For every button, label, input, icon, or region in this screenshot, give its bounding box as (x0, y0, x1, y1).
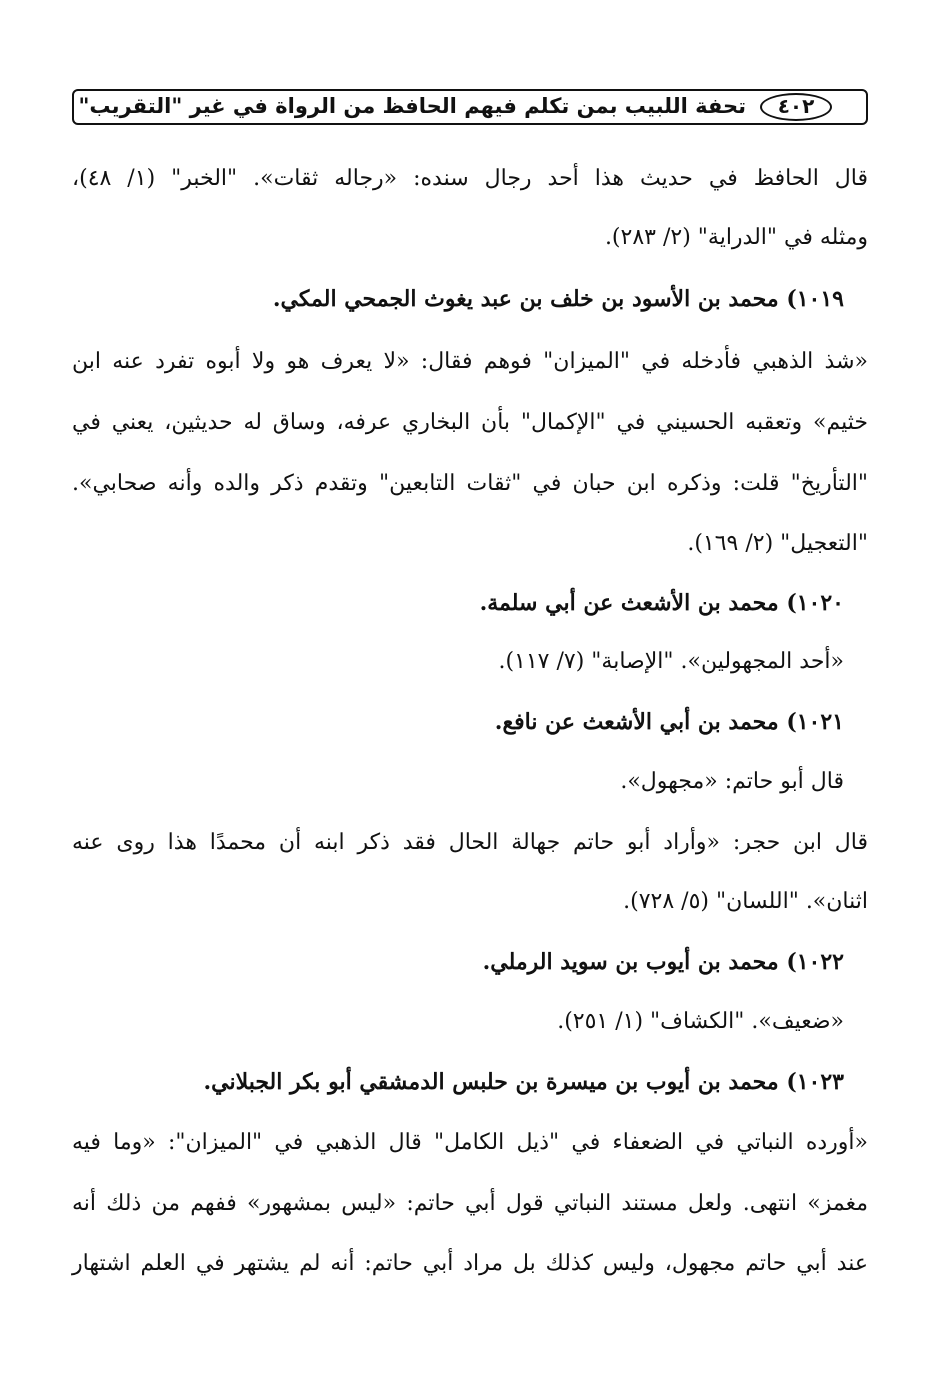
entry-heading-1023: ١٠٢٣) محمد بن أيوب بن ميسرة بن حلبس الدمشقي أبو بكر الجبلاني. (203, 1069, 844, 1095)
text-line: "التأريخ" قلت: وذكره ابن حبان في "ثقات التابعين" وتقدم ذكر والده وأنه صحابي». (72, 471, 868, 496)
text-line: اثنان». "اللسان" (٥/ ٧٢٨). (623, 889, 868, 914)
entry-heading-1022: ١٠٢٢) محمد بن أيوب بن سويد الرملي. (482, 949, 844, 975)
text-line: قال أبو حاتم: «مجهول». (620, 769, 844, 794)
entry-heading-1021: ١٠٢١) محمد بن أبي الأشعث عن نافع. (494, 709, 844, 735)
text-line: قال الحافظ في حديث هذا أحد رجال سنده: «رجاله ثقات». "الخبر" (١/ ٤٨)، (72, 166, 869, 191)
header-title: تحفة اللبيب بمن تكلم فيهم الحافظ من الرواة في غير "التقريب" (78, 94, 746, 118)
entry-heading-1020: ١٠٢٠) محمد بن الأشعث عن أبي سلمة. (479, 590, 844, 616)
text-line: «أحد المجهولين». "الإصابة" (٧/ ١١٧). (498, 649, 844, 674)
text-line: مغمز» انتهى. ولعل مستند النباتي قول أبي حاتم: «ليس بمشهور» ففهم من ذلك أنه (72, 1191, 868, 1216)
text-line: خثيم» وتعقبه الحسيني في "الإكمال" بأن البخاري عرفه، وساق له حديثين، يعني في (72, 410, 868, 435)
text-line: «شذ الذهبي فأدخله في "الميزان" فوهم فقال: «لا يعرف هو ولا أبوه تفرد عنه ابن (72, 349, 868, 374)
page-number-badge: ٤٠٢ (760, 93, 832, 121)
text-line: ومثله في "الدراية" (٢/ ٢٨٣). (604, 225, 868, 250)
text-line: عند أبي حاتم مجهول، وليس كذلك بل مراد أبي حاتم: أنه لم يشتهر في العلم اشتهار (72, 1251, 868, 1276)
text-line: «ضعيف». "الكشاف" (١/ ٢٥١). (557, 1009, 844, 1034)
text-line: "التعجيل" (٢/ ١٦٩). (687, 531, 868, 556)
entry-heading-1019: ١٠١٩) محمد بن الأسود بن خلف بن عبد يغوث الجمحي المكي. (272, 286, 844, 312)
text-line: قال ابن حجر: «وأراد أبو حاتم جهالة الحال فقد ذكر ابنه أن محمدًا هذا روى عنه (72, 830, 868, 855)
running-header (72, 89, 868, 125)
text-line: «أورده النباتي في الضعفاء في "ذيل الكامل" قال الذهبي في "الميزان": «وما فيه (72, 1130, 868, 1155)
